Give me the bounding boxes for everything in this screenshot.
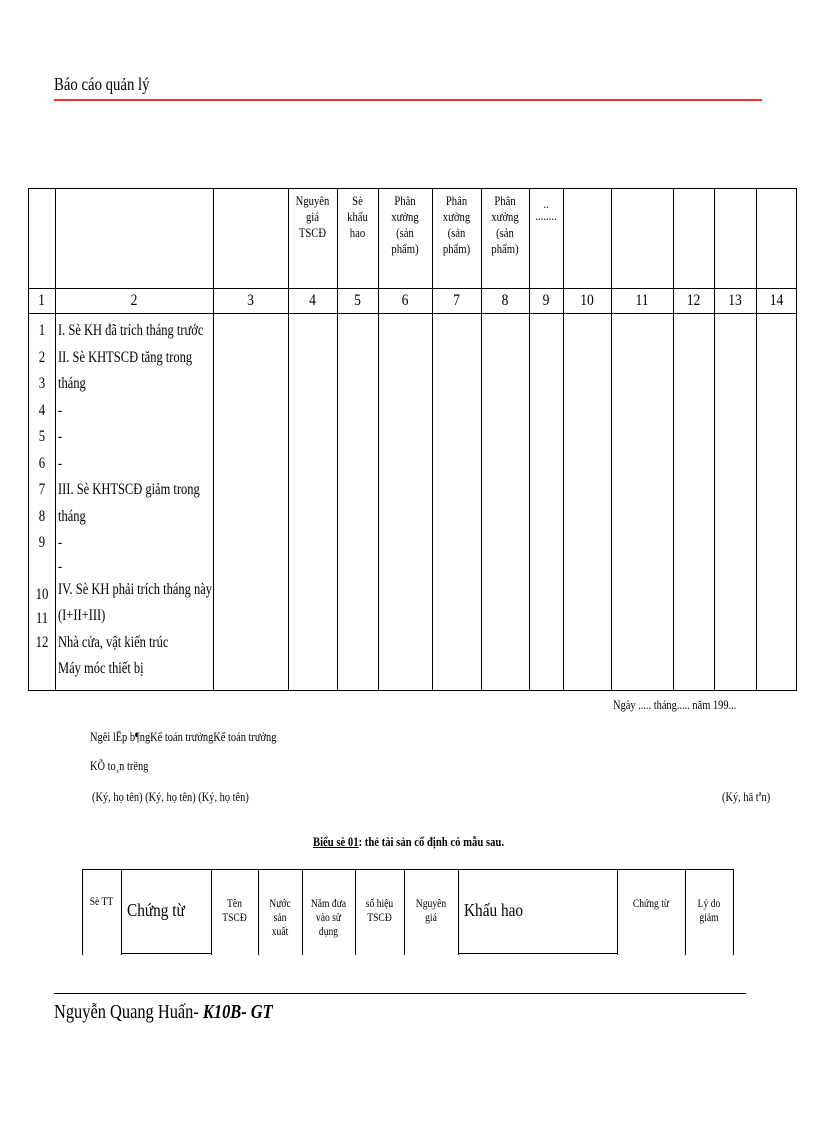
card-header-khau-hao: Khấu hao (464, 900, 524, 920)
row-number: 8 (38, 507, 46, 525)
footer-name: Nguyễn Quang Huấn- (54, 1001, 199, 1023)
header-so-khau-hao: Sè khấu hao (347, 193, 368, 240)
table-column-line (673, 188, 674, 691)
table-column-line (55, 188, 56, 691)
row-text-list (58, 318, 255, 683)
header-phan-xuong-2: Phân xưởng (sản phẩm) (442, 193, 471, 256)
card-header-nguyen-gia: Nguyên giá (415, 896, 447, 924)
row-text: IV. Sè KH phải trích tháng này (58, 580, 213, 598)
page-header-title: Báo cáo quản lý (54, 74, 150, 94)
column-number: 14 (769, 292, 784, 309)
card-header-nam-dua: Năm đưa vào sử dụng (310, 896, 347, 938)
card-table-line (82, 869, 83, 955)
row-text: tháng (58, 507, 86, 525)
card-table-bottom (458, 953, 617, 954)
row-text: (I+II+III) (58, 607, 106, 624)
column-number: 6 (401, 292, 409, 309)
form-subtitle-label: Biểu sè 01 (312, 834, 359, 849)
row-text: Máy móc thiết bị (58, 660, 144, 677)
table-column-line (563, 188, 564, 691)
table-column-line (611, 188, 612, 691)
header-ellipsis: .. ........ (535, 198, 557, 223)
header-nguyen-gia: Nguyên giá TSCĐ (295, 193, 330, 240)
table-column-line (529, 188, 530, 691)
signature-names: (Ký, họ tên) (Ký, họ tên) (Ký, họ tên) (92, 789, 249, 804)
column-number: 13 (728, 292, 742, 309)
table-column-line (756, 188, 757, 691)
card-table-line (733, 869, 734, 955)
row-text: Nhà cửa, vật kiến trúc (58, 633, 169, 651)
card-header-stt: Sè TT (89, 894, 114, 908)
column-number: 9 (542, 292, 550, 309)
row-text: - (58, 534, 63, 551)
card-table-bottom (121, 953, 211, 954)
card-header-so-hieu: số hiệu TSCĐ (365, 896, 394, 924)
row-text: I. Sè KH đã trích tháng trước (58, 322, 204, 339)
row-number-list (34, 318, 50, 655)
footer-class: K10B- GT (198, 1001, 273, 1023)
header-phan-xuong-1: Phân xưởng (sản phẩm) (391, 193, 419, 256)
signature-roles: Ngêi lËp b¶ngKế toán trưởngKế toán trưởng (90, 729, 277, 744)
column-number: 11 (635, 292, 649, 309)
card-header-ly-do-giam: Lý do giảm (697, 896, 721, 924)
card-header-chung-tu-2: Chứng từ (632, 896, 670, 910)
row-number: 3 (38, 375, 46, 392)
row-text: tháng (58, 375, 86, 392)
row-number: 5 (38, 428, 46, 445)
column-number: 3 (247, 292, 254, 309)
row-text: - (58, 454, 63, 472)
table-column-line (714, 188, 715, 691)
column-number: 2 (130, 292, 138, 309)
column-number: 12 (686, 292, 701, 309)
row-text: - (58, 557, 63, 575)
card-header-nuoc-san-xuat: Nước sản xuất (269, 896, 291, 938)
card-table-line (458, 869, 459, 955)
footer-divider (54, 993, 746, 994)
row-text: - (58, 428, 63, 445)
row-number: 9 (38, 534, 46, 551)
form-subtitle (0, 834, 816, 850)
card-table-line (121, 869, 122, 955)
footer-author (54, 1001, 273, 1024)
row-number: 2 (38, 348, 46, 366)
form-subtitle-text: : thẻ tài sản cố định có mẫu sau. (358, 834, 504, 849)
card-header-chung-tu: Chứng từ (127, 900, 185, 920)
card-table-top (82, 869, 734, 870)
card-header-ten-tscd: Tên TSCĐ (222, 896, 247, 924)
column-number: 1 (38, 292, 45, 309)
row-number: 1 (38, 322, 46, 339)
row-number: 12 (35, 634, 49, 651)
column-number: 10 (580, 292, 594, 309)
row-number: 11 (35, 610, 49, 627)
row-number (36, 557, 49, 584)
row-number: 10 (35, 586, 49, 603)
column-number: 7 (453, 292, 460, 309)
date-line: Ngày ..... tháng..... năm 199... (613, 697, 737, 712)
row-text: II. Sè KHTSCĐ tăng trong (58, 348, 193, 366)
signature-name-right: (Ký, hä tªn) (722, 789, 771, 804)
table-colnum-divider (28, 313, 797, 314)
row-number: 6 (38, 454, 46, 472)
card-table-line (617, 869, 618, 955)
header-phan-xuong-3: Phân xưởng (sản phẩm) (491, 193, 519, 256)
row-text: - (58, 401, 63, 419)
row-text: III. Sè KHTSCĐ giảm trong (58, 481, 200, 498)
signature-line2: KÕ to¸n trëng (90, 758, 149, 773)
table-header-divider (28, 288, 797, 289)
header-divider (54, 99, 762, 101)
column-number: 4 (309, 292, 316, 309)
row-number: 7 (38, 481, 46, 498)
column-number: 8 (501, 292, 509, 309)
row-number: 4 (38, 401, 46, 419)
column-number: 5 (354, 292, 361, 309)
